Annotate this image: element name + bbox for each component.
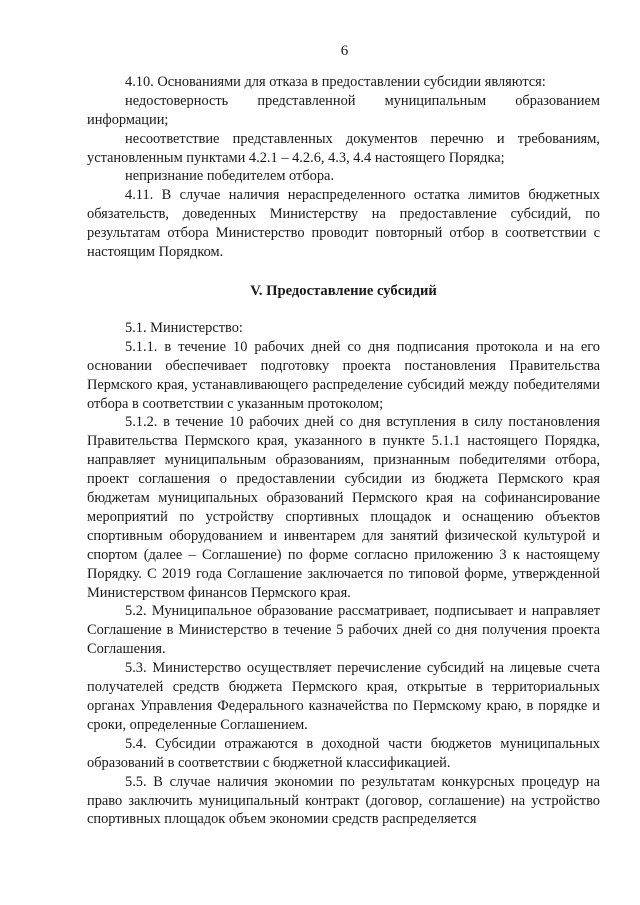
page-number: 6 (340, 43, 349, 59)
paragraph-5-1: 5.1. Министерство: (125, 319, 243, 336)
paragraph-4-10: 4.10. Основаниями для отказа в предоставлении субсидии являются: (125, 73, 546, 90)
paragraph-5-4: 5.4. Субсидии отражаются в доходной части бюджетов муниципальных образований в соответствии с бюджетной классификацией. (87, 735, 600, 771)
section-title: V. Предоставление субсидий (250, 282, 437, 299)
paragraph-reason-not-winner: непризнание победителем отбора. (125, 168, 335, 185)
paragraph-5-2: 5.2. Муниципальное образование рассматривает, подписывает и направляет Соглашение в Министерство в течение 5 рабочих дней со дня получения проекта Соглашения. (87, 603, 600, 658)
paragraph-5-1-1: 5.1.1. в течение 10 рабочих дней со дня подписания протокола и на его основании обеспечивает подготовку проекта постановления Правительства Пермского края, устанавливающего распределение субсидий между победителями отбора в соответствии с указанным протоколом; (87, 338, 600, 412)
paragraph-reason-mismatch: несоответствие представленных документов перечню и требованиям, установленным пунктами 4.2.1 – 4.2.6, 4.3, 4.4 настоящего Порядка; (87, 130, 600, 166)
paragraph-reason-unreliable: недостоверность представленной муниципальным образованием информации; (87, 92, 600, 128)
paragraph-5-3: 5.3. Министерство осуществляет перечисление субсидий на лицевые счета получателей средств бюджета Пермского края, открытые в территориальных органах Управления Федерального казначейства по Пермскому краю, в порядке и сроки, определенные Соглашением. (87, 660, 600, 733)
paragraph-5-5: 5.5. В случае наличия экономии по результатам конкурсных процедур на право заключить муниципальный контракт (договор, соглашение) на устройство спортивных площадок объем экономии средств распределяется (87, 773, 600, 828)
paragraph-5-1-2: 5.1.2. в течение 10 рабочих дней со дня вступления в силу постановления Правительства Пермского края, указанного в пункте 5.1.1 настоящего Порядка, направляет муниципальным образованиям, признанным победителями отбора, проект соглашения о предоставлении субсидии из бюджета Пермского края бюджетам муниципальных образований Пермского края на софинансирование мероприятий по устройству спортивных площадок и оснащению объектов спортивным оборудованием и инвентарем для занятий физической культурой и спортом (далее – Соглашение) по форме согласно приложению 3 к настоящему Порядку. С 2019 года Соглашение заключается по типовой форме, утвержденной Министерством финансов Пермского края. (87, 414, 600, 601)
paragraph-4-11: 4.11. В случае наличия нераспределенного остатка лимитов бюджетных обязательств, доведенных Министерству на предоставление субсидий, по результатам отбора Министерство проводит повторный отбор в соответствии с настоящим Порядком. (87, 187, 600, 261)
